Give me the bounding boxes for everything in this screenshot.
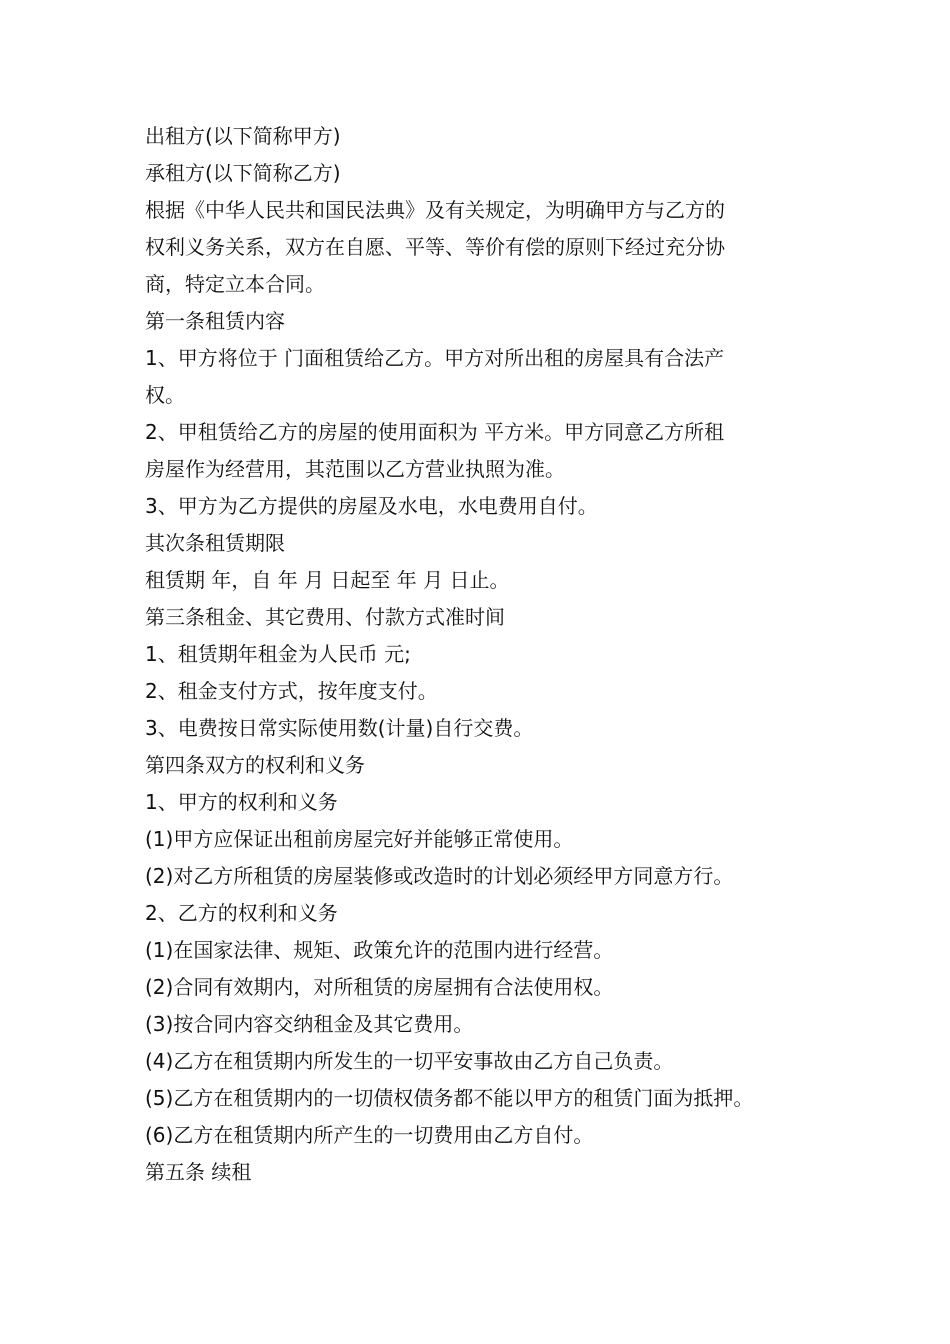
article-4-party-a-item-2: (2)对乙方所租赁的房屋装修或改造时的计划必须经甲方同意方行。 <box>145 864 734 888</box>
article-4-party-b-item-1: (1)在国家法律、规矩、政策允许的范围内进行经营。 <box>145 938 614 962</box>
document-body <box>145 118 815 1191</box>
article-2-term: 租赁期 年，自 年 月 日起至 年 月 日止。 <box>145 568 510 592</box>
article-1-item-1-line-2: 权。 <box>145 383 185 407</box>
article-3-item-2: 2、租金支付方式，按年度支付。 <box>145 679 438 703</box>
preamble-line-2: 权利义务关系，双方在自愿、平等、等价有偿的原则下经过充分协 <box>145 235 725 259</box>
article-1-item-2-line-1: 2、甲租赁给乙方的房屋的使用面积为 平方米。甲方同意乙方所租 <box>145 420 725 444</box>
article-4-party-b-item-4: (4)乙方在租赁期内所发生的一切平安事故由乙方自己负责。 <box>145 1049 674 1073</box>
article-4-party-b-item-5: (5)乙方在租赁期内的一切债权债务都不能以甲方的租赁门面为抵押。 <box>145 1086 754 1110</box>
article-1-heading: 第一条租赁内容 <box>145 309 285 333</box>
article-4-party-b-item-2: (2)合同有效期内，对所租赁的房屋拥有合法使用权。 <box>145 975 614 999</box>
article-4-party-b-item-3: (3)按合同内容交纳租金及其它费用。 <box>145 1012 474 1036</box>
article-5-heading: 第五条 续租 <box>145 1160 252 1184</box>
preamble-line-3: 商，特定立本合同。 <box>145 272 325 296</box>
article-1-item-3: 3、甲方为乙方提供的房屋及水电，水电费用自付。 <box>145 494 598 518</box>
article-3-item-3: 3、电费按日常实际使用数(计量)自行交费。 <box>145 716 534 740</box>
article-3-heading: 第三条租金、其它费用、付款方式准时间 <box>145 605 505 629</box>
article-4-party-b-item-6: (6)乙方在租赁期内所产生的一切费用由乙方自付。 <box>145 1123 594 1147</box>
article-4-party-a-heading: 1、甲方的权利和义务 <box>145 790 338 814</box>
article-4-heading: 第四条双方的权利和义务 <box>145 753 365 777</box>
article-4-party-b-heading: 2、乙方的权利和义务 <box>145 901 338 925</box>
article-1-item-1-line-1: 1、甲方将位于 门面租赁给乙方。甲方对所出租的房屋具有合法产 <box>145 346 725 370</box>
party-b-line: 承租方(以下简称乙方) <box>145 161 341 185</box>
article-1-item-2-line-2: 房屋作为经营用，其范围以乙方营业执照为准。 <box>145 457 565 481</box>
article-4-party-a-item-1: (1)甲方应保证出租前房屋完好并能够正常使用。 <box>145 827 574 851</box>
article-2-heading: 其次条租赁期限 <box>145 531 285 555</box>
preamble-line-1: 根据《中华人民共和国民法典》及有关规定，为明确甲方与乙方的 <box>145 198 725 222</box>
party-a-line: 出租方(以下简称甲方) <box>145 124 341 148</box>
article-3-item-1: 1、租赁期年租金为人民币 元; <box>145 642 411 666</box>
